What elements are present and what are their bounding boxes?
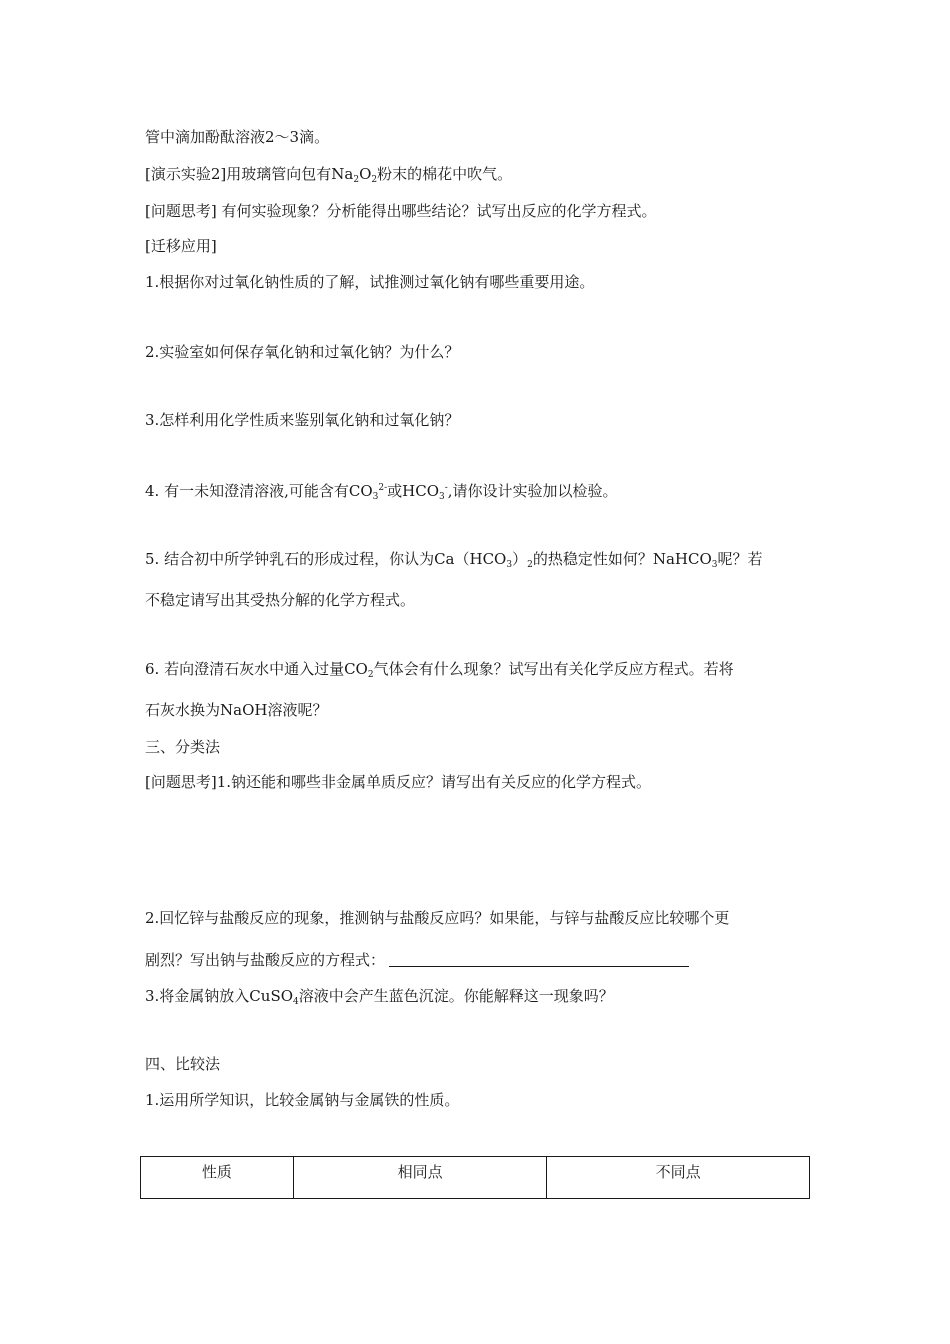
question-compare: 1.运用所学知识，比较金属钠与金属铁的性质。 <box>145 1091 460 1109</box>
table-row <box>141 1157 810 1199</box>
question-3b: 3.将金属钠放入CuSO$_4$溶液中会产生蓝色沉淀。你能解释这一现象吗？ <box>145 987 614 1007</box>
section-heading: 四、比较法 <box>145 1055 221 1073</box>
question-1: 1.根据你对过氧化钠性质的了解，试推测过氧化钠有哪些重要用途。 <box>145 273 595 291</box>
question-4: 4. 有一未知澄清溶液,可能含有$CO_3^{2-}$或$HCO_3^-$,请你设计实验加以检验。 <box>145 482 618 502</box>
demo-experiment-2: [演示实验2]用玻璃管向包有$Na_2O_2$粉末的棉花中吹气。 <box>145 165 513 185</box>
question-2: 2.实验室如何保存氧化钠和过氧化钠？为什么？ <box>145 343 460 361</box>
section-heading: [迁移应用] <box>145 237 217 255</box>
question-6-cont: 石灰水换为NaOH溶液呢？ <box>145 701 328 719</box>
question-6: 6. 若向澄清石灰水中通入过量$CO_2$气体会有什么现象？试写出有关化学反应方程式。若将 <box>145 660 734 680</box>
table-header-similarities: 相同点 <box>293 1157 547 1199</box>
answer-blank[interactable] <box>389 952 689 967</box>
question-think: [问题思考] 有何实验现象？分析能得出哪些结论？试写出反应的化学方程式。 <box>145 202 657 220</box>
question-2b-cont: 剧烈？写出钠与盐酸反应的方程式： <box>145 950 689 970</box>
table-header-differences: 不同点 <box>547 1157 810 1199</box>
question-2b: 2.回忆锌与盐酸反应的现象，推测钠与盐酸反应吗？如果能，与锌与盐酸反应比较哪个更 <box>145 909 730 927</box>
section-heading: 三、分类法 <box>145 738 221 756</box>
text-line: 管中滴加酚酞溶液2～3滴。 <box>145 128 330 146</box>
question-think: [问题思考]1.钠还能和哪些非金属单质反应？请写出有关反应的化学方程式。 <box>145 773 652 791</box>
question-5-cont: 不稳定请写出其受热分解的化学方程式。 <box>145 591 416 609</box>
comparison-table <box>140 1156 810 1199</box>
question-3: 3.怎样利用化学性质来鉴别氧化钠和过氧化钠？ <box>145 411 460 429</box>
table-header-property: 性质 <box>141 1157 294 1199</box>
question-5: 5. 结合初中所学钟乳石的形成过程，你认为$Ca(HCO_3)_2$的热稳定性如何？NaHCO$_3$呢？若 <box>145 550 763 570</box>
